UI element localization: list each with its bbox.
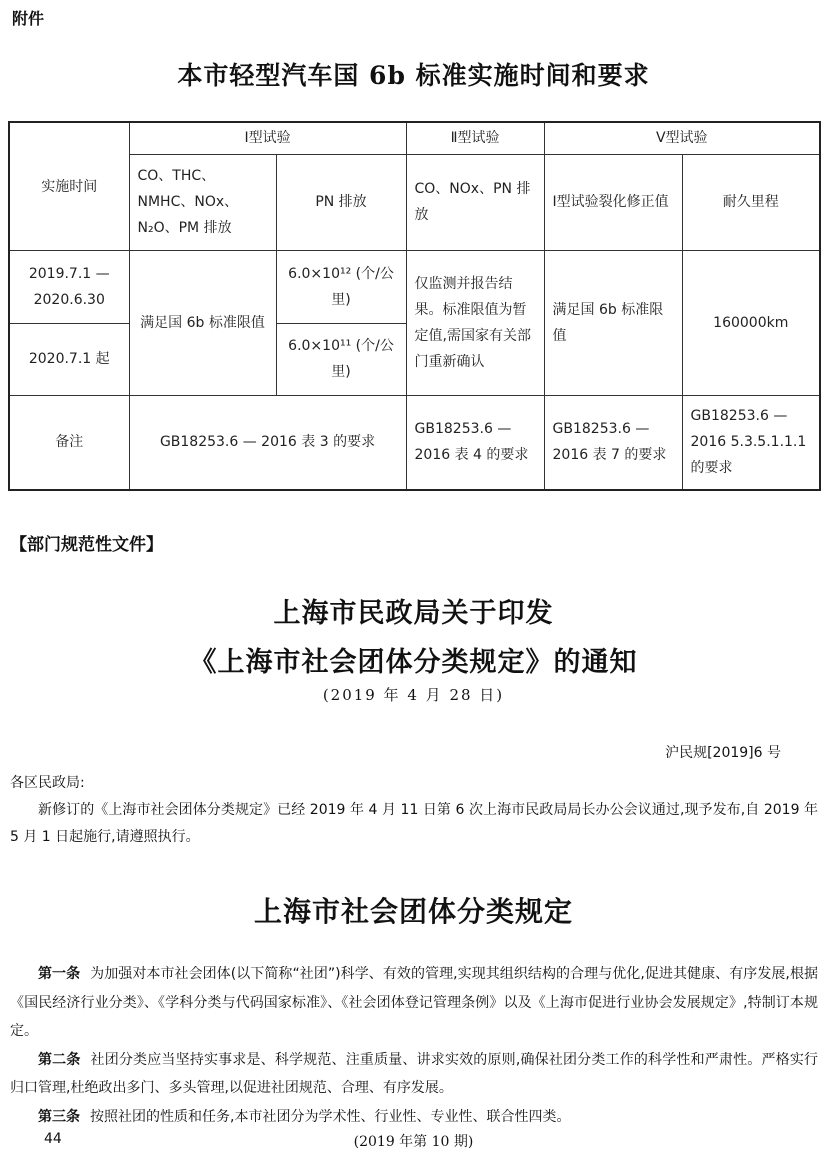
row-time-2020: 2020.7.1 起 <box>9 323 129 395</box>
cell-remark-type5-fix: GB18253.6 — 2016 表 7 的要求 <box>544 395 682 490</box>
header-implementation-time: 实施时间 <box>9 122 129 251</box>
subheader-pn-emissions: PN 排放 <box>276 154 406 251</box>
table-title: 本市轻型汽车国 6b 标准实施时间和要求 <box>177 61 650 90</box>
cell-remark-type5-mileage: GB18253.6 — 2016 5.3.5.1.1.1 的要求 <box>682 395 820 490</box>
subheader-durability-mileage: 耐久里程 <box>682 154 820 251</box>
row-time-2019: 2019.7.1 — 2020.6.30 <box>9 251 129 323</box>
article-label: 第二条 <box>38 1051 81 1068</box>
cell-durability-mileage: 160000km <box>682 251 820 396</box>
page-number: 44 <box>44 1131 62 1147</box>
article-text: 为加强对本市社会团体(以下简称“社团”)科学、有效的管理,实现其组织结构的合理与优化,促进其健康、有序发展,根据《国民经济行业分类》、《学科分类与代码国家标准》、《社会团体登记管理条例》以及《上海市促进行业协会发展规定》,特制订本规定。 <box>10 966 818 1039</box>
cell-type2-monitoring-note: 仅监测并报告结果。标准限值为暂定值,需国家有关部门重新确认 <box>406 251 544 396</box>
header-type2-test: Ⅱ型试验 <box>406 122 544 154</box>
cell-pn-limit-2: 6.0×10¹¹ (个/公里) <box>276 323 406 395</box>
header-type5-test: Ⅴ型试验 <box>544 122 820 154</box>
rules-title: 上海市社会团体分类规定 <box>253 895 573 928</box>
cell-remark-type2: GB18253.6 — 2016 表 4 的要求 <box>406 395 544 490</box>
issue-label: (2019 年第 10 期) <box>353 1134 474 1150</box>
notice-date: (2019 年 4 月 28 日) <box>322 686 505 704</box>
subheader-type2-emissions: CO、NOx、PN 排放 <box>406 154 544 251</box>
addressee: 各区民政局: <box>10 775 85 791</box>
standards-table <box>8 121 821 491</box>
article-text: 社团分类应当坚持实事求是、科学规范、注重质量、讲求实效的原则,确保社团分类工作的科学性和严肃性。严格实行归口管理,杜绝政出多门、多头管理,以促进社团规范、合理、有序发展。 <box>10 1051 818 1096</box>
articles <box>10 960 818 1131</box>
document-number: 沪民规[2019]6 号 <box>665 745 781 761</box>
article-1 <box>10 960 818 1046</box>
notice-title-line1: 上海市民政局关于印发 <box>273 598 554 629</box>
article-label: 第一条 <box>38 966 81 982</box>
article-text: 按照社团的性质和任务,本市社团分为学术性、行业性、专业性、联合性四类。 <box>90 1108 571 1125</box>
section-tag: 【部门规范性文件】 <box>10 535 163 555</box>
notice-body: 新修订的《上海市社会团体分类规定》已经 2019 年 4 月 11 日第 6 次上海市民政局局长办公会议通过,现予发布,自 2019 年 5 月 1 日起施行,请遵照执行。 <box>10 802 818 845</box>
subheader-gaseous-emissions: CO、THC、NMHC、NOx、N₂O、PM 排放 <box>129 154 276 251</box>
cell-remark-type1: GB18253.6 — 2016 表 3 的要求 <box>129 395 406 490</box>
subheader-deterioration-factor: Ⅰ型试验裂化修正值 <box>544 154 682 251</box>
row-remark-label: 备注 <box>9 395 129 490</box>
article-2 <box>10 1046 818 1103</box>
cell-meet-6b-limit: 满足国 6b 标准限值 <box>129 251 276 396</box>
header-type1-test: Ⅰ型试验 <box>129 122 406 154</box>
notice-title-line2: 《上海市社会团体分类规定》的通知 <box>189 647 638 678</box>
cell-pn-limit-1: 6.0×10¹² (个/公里) <box>276 251 406 323</box>
cell-type5-deterioration: 满足国 6b 标准限值 <box>544 251 682 396</box>
article-3 <box>10 1103 818 1132</box>
appendix-label: 附件 <box>12 9 45 28</box>
article-label: 第三条 <box>38 1108 80 1125</box>
